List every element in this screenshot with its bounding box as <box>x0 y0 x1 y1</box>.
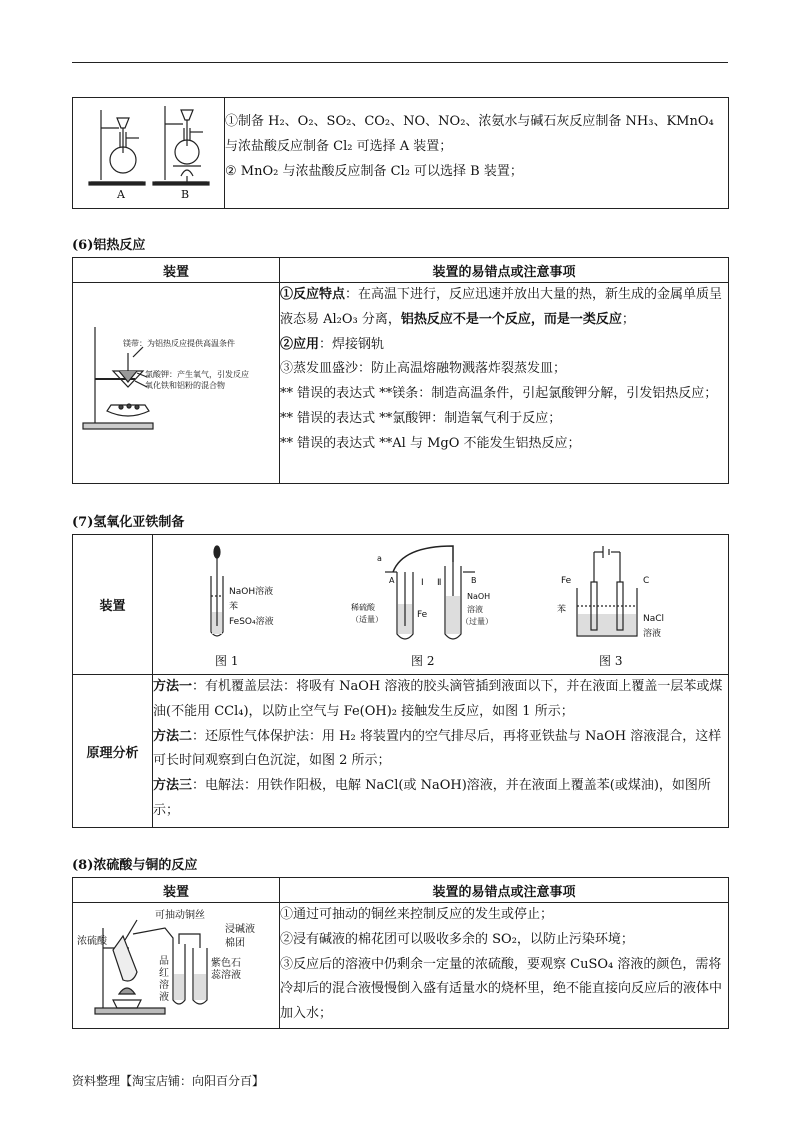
fe-oh2-figures <box>153 535 729 675</box>
section-7-title: (7)氢氧化亚铁制备 <box>72 515 185 530</box>
fig1-caption: 图 1 <box>215 653 239 668</box>
fig2-label-solution: 溶液 <box>467 604 483 614</box>
fig2-label-naoh: NaOH <box>467 591 491 601</box>
col-header-apparatus: 装置 <box>73 258 280 283</box>
apparatus-ab-figure <box>73 98 225 209</box>
fig2-label-a: A <box>389 575 395 585</box>
apparatus-ab-icon <box>73 98 223 204</box>
fig2-label-roman-2: Ⅱ <box>437 577 442 588</box>
thermite-figure <box>73 283 280 484</box>
section-8-title: (8)浓硫酸与铜的反应 <box>72 858 198 873</box>
col-header-notes: 装置的易错点或注意事项 <box>280 258 729 283</box>
copper-point-1: ①通过可抽动的铜丝来控制反应的发生或停止； <box>280 907 554 922</box>
copper-acid-notes <box>280 903 729 1029</box>
table-gas-generation <box>72 97 729 209</box>
label-litmus: 紫色石蕊溶液 <box>211 957 241 981</box>
header-rule <box>72 62 728 63</box>
label-kclo3: 氯酸钾：产生氧气，引发反应 <box>145 370 249 379</box>
thermite-point-2: ②应用：焊接钢轨 <box>280 336 385 352</box>
thermite-point-1: ①反应特点：在高温下进行，反应迅速并放出大量的热，新生成的金属单质呈液态易 Al₂O₃ 分离，铝热反应不是一个反应，而是一类反应； <box>280 287 723 327</box>
thermite-notes <box>280 283 729 484</box>
label-copper-wire: 可抽动铜丝 <box>155 909 205 921</box>
method-3: 方法三：电解法：用铁作阳极，电解 NaCl(或 NaOH)溶液，并在液面上覆盖苯(或煤油)，如图所示； <box>153 778 711 818</box>
thermite-error-1: ** 错误的表达式 **镁条：制造高温条件，引起氯酸钾分解，引发铝热反应； <box>280 386 718 402</box>
label-a: A <box>117 188 125 201</box>
thermite-point-3: ③蒸发皿盛沙：防止高温熔融物溅落炸裂蒸发皿； <box>280 361 567 377</box>
label-b: B <box>181 188 190 201</box>
fig2-label-dilute-acid: 稀硫酸 <box>351 602 375 612</box>
method-1: 方法一：有机覆盖层法：将吸有 NaOH 溶液的胶头滴管插到液面以下，并在液面上覆盖一层苯或煤油(不能用 CCl₄)，以防止空气与 Fe(OH)₂ 接触发生反应，如图 1 所示； <box>153 679 723 719</box>
fig2-label-roman-1: Ⅰ <box>421 577 424 588</box>
thermite-error-2: ** 错误的表达式 **氯酸钾：制造氧气利于反应； <box>280 410 562 426</box>
fig2-label-appropriate: （适量） <box>351 614 383 624</box>
col-header-notes: 装置的易错点或注意事项 <box>280 878 729 903</box>
table-thermite <box>72 257 729 484</box>
footer-source: 资料整理【淘宝店铺：向阳百分百】 <box>72 1074 265 1088</box>
fig3-caption: 图 3 <box>599 653 623 668</box>
fig3-label-fe: Fe <box>561 575 572 586</box>
label-magenta: 品红溶液 <box>159 955 169 1003</box>
table-a-line3: ② MnO₂ 与浓盐酸反应制备 Cl₂ 可以选择 B 装置； <box>225 163 523 179</box>
table-copper-acid <box>72 877 729 1029</box>
thermite-error-3: ** 错误的表达式 **Al 与 MgO 不能发生铝热反应； <box>280 435 581 451</box>
label-alkali: 浸碱液 <box>225 923 255 935</box>
fig3-label-c: C <box>643 575 650 586</box>
label-conc-acid: 浓硫酸 <box>77 935 107 947</box>
fig2-label-fe: Fe <box>417 609 428 620</box>
fig2-label-excess: （过量） <box>461 616 493 626</box>
label-magnesium: 镁带：为铝热反应提供高温条件 <box>123 339 235 348</box>
table-a-line1: ①制备 H₂、O₂、SO₂、CO₂、NO、NO₂、浓氨水与碱石灰反应制备 NH₃、KMnO₄ <box>225 114 714 129</box>
fig1-label-naoh: NaOH溶液 <box>229 586 274 597</box>
fig1-label-feso4: FeSO₄溶液 <box>229 616 274 627</box>
table-ferrous-hydroxide <box>72 534 729 828</box>
row-label-apparatus: 装置 <box>73 535 153 675</box>
fig3-label-benzene: 苯 <box>557 604 567 615</box>
label-mixture: 氧化铁和铝粉的混合物 <box>145 381 225 390</box>
fig3-label-nacl: NaCl <box>643 613 665 624</box>
fig1-label-benzene: 苯 <box>229 601 239 612</box>
copper-acid-figure <box>73 903 280 1029</box>
table-a-line2: 与浓盐酸反应制备 Cl₂ 可选择 A 装置； <box>225 138 453 154</box>
fig2-label-b: B <box>471 575 477 585</box>
row-label-principle: 原理分析 <box>73 675 153 828</box>
copper-point-3: ③反应后的溶液中仍剩余一定量的浓硫酸，要观察 CuSO₄ 溶液的颜色，需将冷却后的混合液慢慢倒入盛有适量水的烧杯里，绝不能直接向反应后的液体中加入水； <box>280 956 723 1022</box>
col-header-apparatus: 装置 <box>73 878 280 903</box>
fe-oh2-apparatus-icon <box>153 536 727 674</box>
method-2: 方法二：还原性气体保护法：用 H₂ 将装置内的空气排尽后，再将亚铁盐与 NaOH 溶液混合，这样可长时间观察到白色沉淀，如图 2 所示； <box>153 728 722 769</box>
section-6-title: (6)铝热反应 <box>72 238 146 253</box>
fig3-label-solution: 溶液 <box>643 628 662 639</box>
table-a-notes <box>225 98 729 209</box>
fig2-label-a-lower: a <box>377 553 382 563</box>
copper-point-2: ②浸有碱液的棉花团可以吸收多余的 SO₂，以防止污染环境； <box>280 931 634 947</box>
principle-notes <box>153 675 729 828</box>
fig2-caption: 图 2 <box>411 653 435 668</box>
label-cotton: 棉团 <box>225 937 245 949</box>
